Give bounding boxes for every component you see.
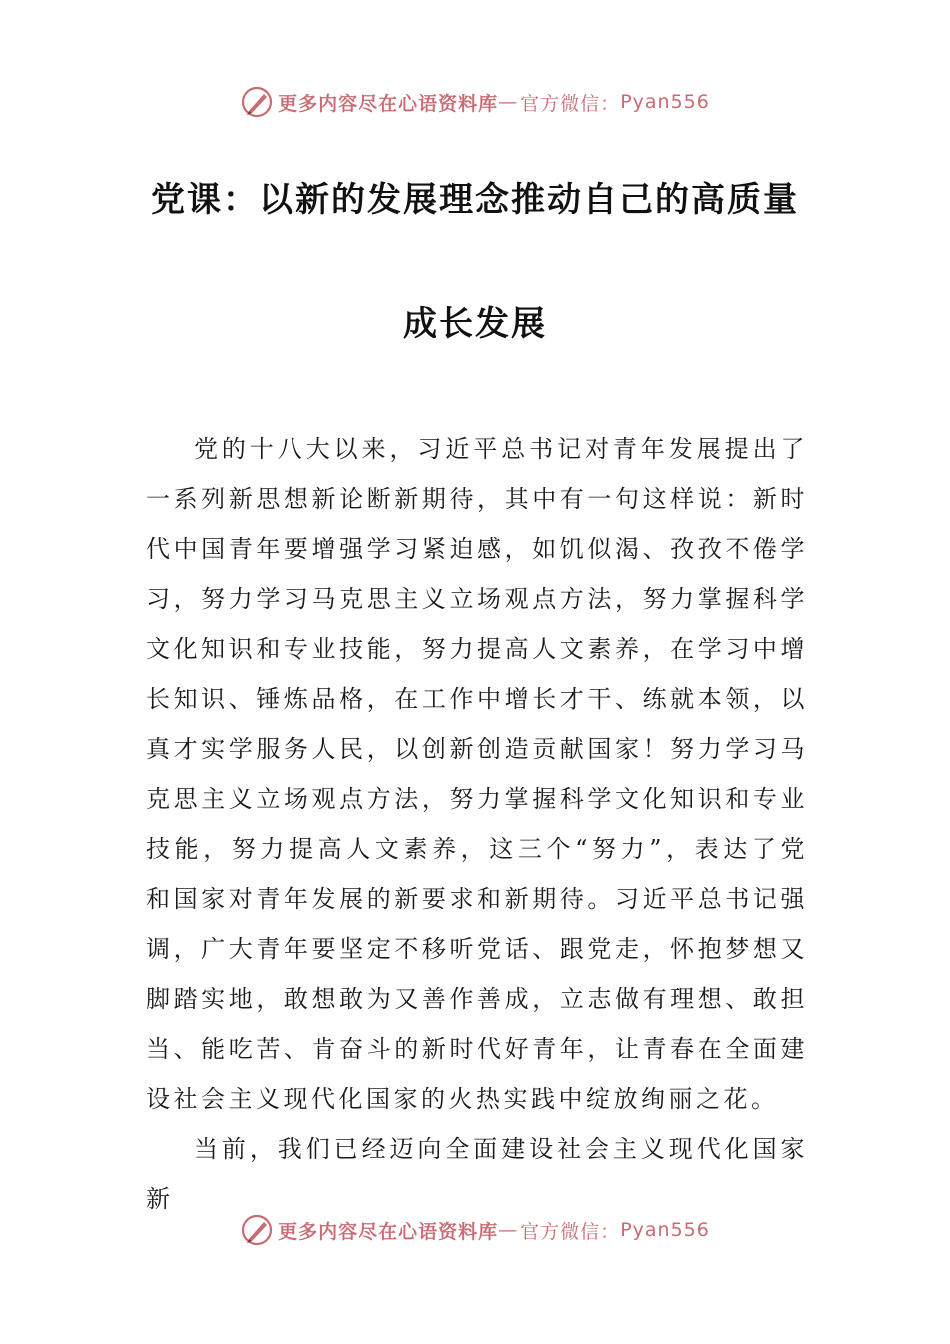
watermark-site-text: 更多内容尽在心语资料库 (278, 92, 499, 115)
paragraph-1: 党的十八大以来，习近平总书记对青年发展提出了一系列新思想新论断新期待，其中有一句这样说：新时代中国青年要增强学习紧迫感，如饥似渴、孜孜不倦学习，努力学习马克思主义立场观点方法，努力掌握科学文化知识和专业技能，努力提高人文素养，在学习中增长知识、锤炼品格，在工作中增长才干、练就本领，以真才实学服务人民，以创新创造贡献国家！努力学习马克思主义立场观点方法，努力掌握科学文化知识和专业技能，努力提高人文素养，这三个“努力”，表达了党和国家对青年发展的新要求和新期待。习近平总书记强调，广大青年要坚定不移听党话、跟党走，怀抱梦想又脚踏实地，敢想敢为又善作善成，立志做有理想、敢担当、能吃苦、肯奋斗的新时代好青年，让青春在全面建设社会主义现代化国家的火热实践中绽放绚丽之花。 (146, 435, 808, 1113)
watermark-header (0, 82, 950, 122)
paragraph-2: 当前，我们已经迈向全面建设社会主义现代化国家新 (146, 1135, 808, 1213)
document-body (146, 424, 808, 1224)
document-title-line-2: 成长发展 (403, 304, 547, 344)
watermark-footer (0, 1210, 950, 1250)
watermark-site-text: 更多内容尽在心语资料库 (278, 1220, 499, 1243)
watermark-separator: — (498, 1219, 519, 1241)
watermark-wechat-id: Pyan556 (620, 1219, 710, 1241)
watermark-wechat-label: 官方微信： (520, 1220, 621, 1243)
watermark-wechat-id: Pyan556 (620, 91, 710, 113)
pen-logo-icon (240, 1213, 274, 1247)
watermark-separator: — (498, 91, 519, 113)
document-title-line-1: 党课：以新的发展理念推动自己的高质量 (151, 180, 799, 220)
pen-logo-icon (240, 85, 274, 119)
watermark-wechat-label: 官方微信： (520, 92, 621, 115)
